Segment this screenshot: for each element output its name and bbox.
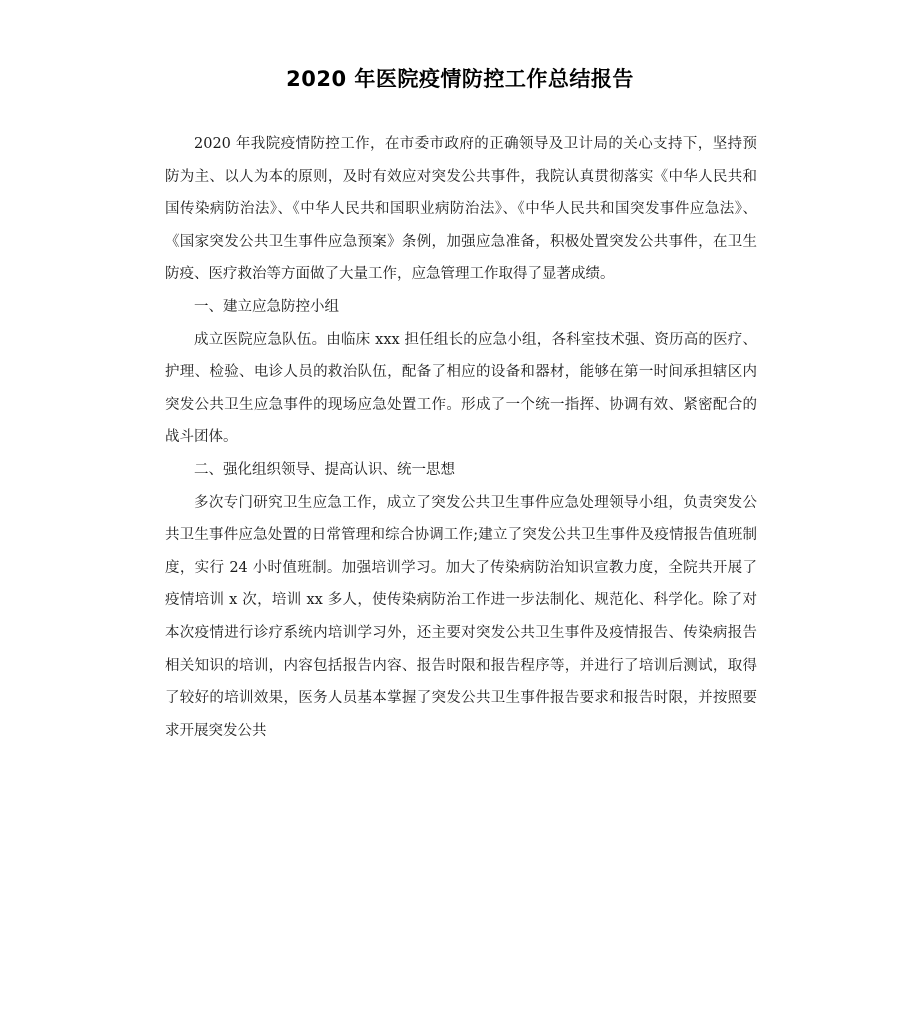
section-heading-1: 一、建立应急防控小组 [194, 298, 339, 315]
paragraph-section-1: 成立医院应急队伍。由临床 xxx 担任组长的应急小组，各科室技术强、资历高的医疗、护理、检验、电诊人员的救治队伍，配备了相应的设备和器材，能够在第一时间承担辖区内突发公共卫生应急事件的现场应急处置工作。形成了一个统一指挥、协调有效、紧密配合的战斗团体。 [165, 331, 757, 446]
paragraph-section-2: 多次专门研究卫生应急工作，成立了突发公共卫生事件应急处理领导小组，负责突发公共卫生事件应急处置的日常管理和综合协调工作;建立了突发公共卫生事件及疫情报告值班制度，实行 24 小时值班制。加强培训学习。加大了传染病防治知识宣教力度，全院共开展了疫情培训 x 次，培训 xx 多人，使传染病防治工作进一步法制化、规范化、科学化。除了对本次疫情进行诊疗系统内培训学习外，还主要对突发公共卫生事件及疫情报告、传染病报告相关知识的培训，内容包括报告内容、报告时限和报告程序等，并进行了培训后测试，取得了较好的培训效果，医务人员基本掌握了突发公共卫生事件报告要求和报告时限，并按照要求开展突发公共 [165, 494, 757, 739]
document-body [165, 128, 757, 747]
paragraph-intro: 2020 年我院疫情防控工作，在市委市政府的正确领导及卫计局的关心支持下，坚持预防为主、以人为本的原则，及时有效应对突发公共事件，我院认真贯彻落实《中华人民共和国传染病防治法》、《中华人民共和国职业病防治法》、《中华人民共和国突发事件应急法》、《国家突发公共卫生事件应急预案》条例，加强应急准备，积极处置突发公共事件，在卫生防疫、医疗救治等方面做了大量工作，应急管理工作取得了显著成绩。 [165, 136, 757, 283]
document-title: 2020 年医院疫情防控工作总结报告 [286, 67, 634, 91]
section-heading-2: 二、强化组织领导、提高认识、统一思想 [194, 461, 455, 478]
